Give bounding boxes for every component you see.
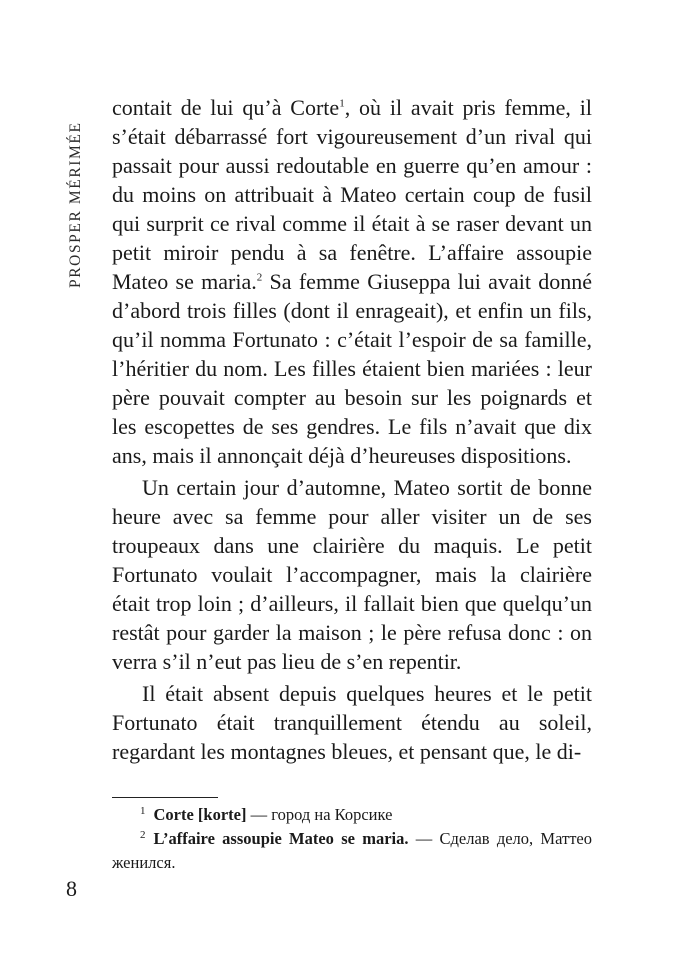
footnote-1-term: Corte [korte] [153, 805, 247, 824]
running-head [66, 108, 86, 288]
footnote-1 [112, 803, 592, 827]
footnote-ref-2: 2 [256, 271, 263, 284]
footnotes [112, 803, 592, 875]
footnote-2-term: L’affaire assoupie Mateo se maria. [153, 829, 409, 848]
footnote-2 [112, 827, 592, 875]
footnote-2-text: — Сделав дело, Маттео женился. [112, 829, 592, 872]
main-text [112, 93, 592, 766]
footnote-2-number: 2 [140, 828, 146, 841]
footnote-1-number: 1 [140, 804, 146, 817]
paragraph-1-part-a: contait de lui qu’à Corte [112, 95, 340, 120]
paragraph-1 [112, 93, 592, 470]
running-head-author: PROSPER MÉRIMÉE [67, 121, 84, 288]
page-number: 8 [66, 876, 77, 901]
paragraph-3: Il était absent depuis quelques heures et le petit Fortunato était tranquillement étendu au soleil, regardant les montagnes bleues, et pensant que, le di- [112, 681, 592, 764]
paragraph-1-part-c: Sa femme Giuseppa lui avait donné d’abord trois filles (dont il enrageait), et enfin un fils, qu’il nomma Fortunato : c’était l’espoir de sa famille, l’héritier du nom. Les filles étaient bien mariées : leur père pouvait compter au besoin sur les poignards et les escopettes de ses gendres. Le fils n’avait que dix ans, mais il annonçait déjà d’heureuses dispositions. [112, 269, 592, 468]
paragraph-1-part-b: , où il avait pris femme, il s’était débarrassé fort vigoureusement d’un rival qui passait pour aussi redoutable en guerre qu’en amour : du moins on attribuait à Mateo certain coup de fusil qui surprit ce rival comme il était à se raser devant un petit miroir pendu à sa fenêtre. L’affaire assoupie Mateo se maria. [112, 95, 592, 294]
footnote-divider [112, 797, 218, 798]
footnote-ref-1: 1 [339, 97, 345, 110]
footnote-1-text: — город на Корсике [246, 805, 393, 824]
paragraph-2: Un certain jour d’automne, Mateo sortit de bonne heure avec sa femme pour aller visiter un de ses troupeaux dans une clairière du maquis. Le petit Fortunato voulait l’accompagner, mais la clairière était trop loin ; d’ailleurs, il fallait bien que quelqu’un restât pour garder la maison ; le père refusa donc : on verra s’il n’eut pas lieu de s’en repentir. [112, 475, 592, 674]
